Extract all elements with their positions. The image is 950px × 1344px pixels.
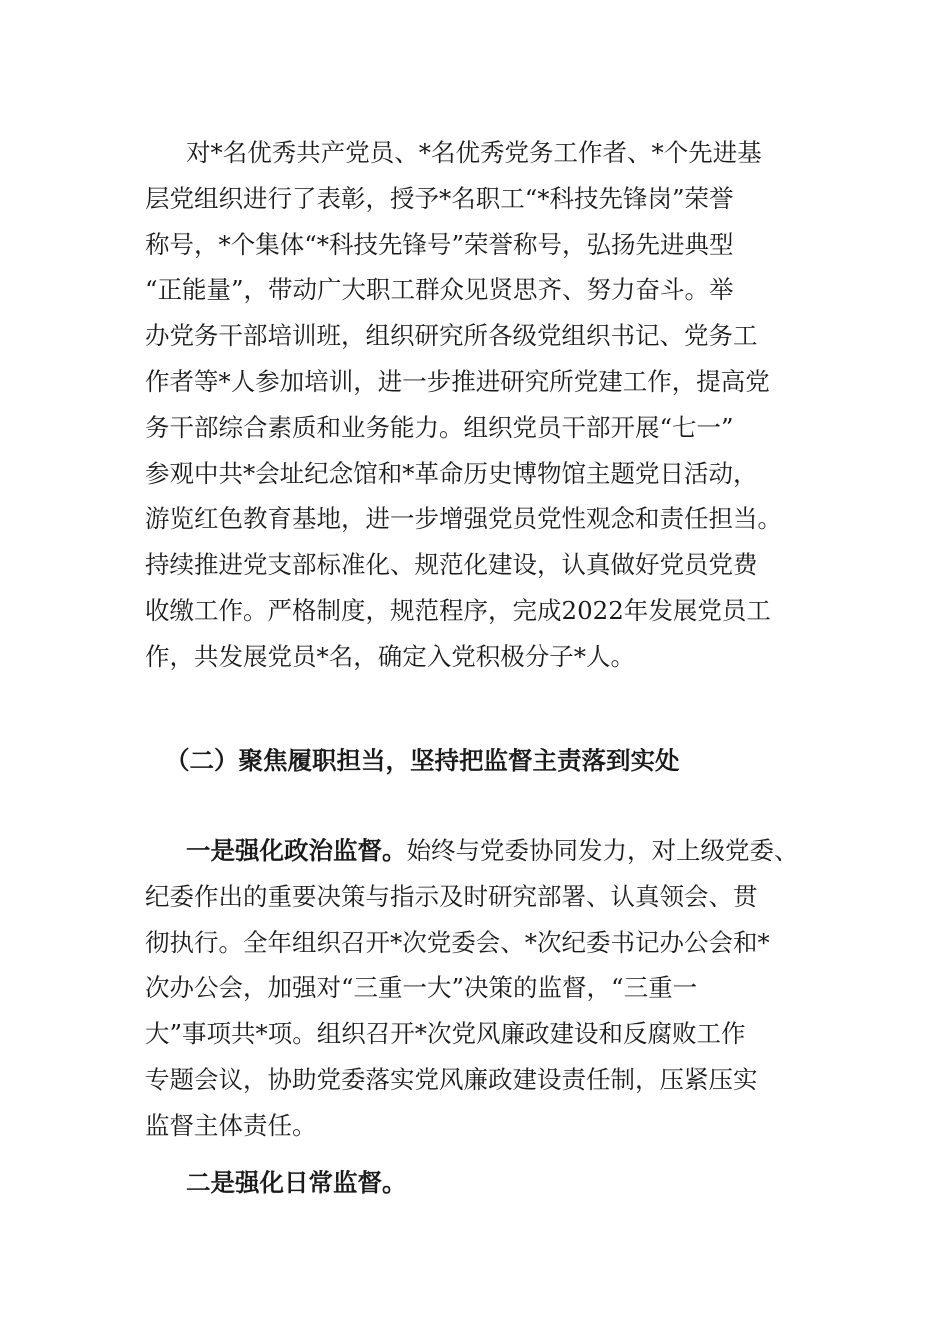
paragraph-lead-rest: 始终与党委协同发力，对上级党委、 <box>406 836 799 865</box>
text-line: 游览红色教育基地，进一步增强党员党性观念和责任担当。 <box>145 504 782 534</box>
paragraph-lead: 一是强化政治监督。 <box>186 836 407 865</box>
text-line: 参观中共*会址纪念馆和*革命历史博物馆主题党日活动， <box>145 458 758 488</box>
text-line: 作，共发展党员*名，确定入党积极分子*人。 <box>145 641 635 671</box>
text-line: 作者等*人参加培训，进一步推进研究所党建工作，提高党 <box>145 366 770 396</box>
paragraph-lead: 二是强化日常监督。 <box>186 1168 407 1197</box>
paragraph-daily-supervision <box>145 1160 815 1206</box>
text-line: 持续推进党支部标准化、规范化建设，认真做好党员党费 <box>145 550 758 580</box>
text-line: 办党务干部培训班，组织研究所各级党组织书记、党务工 <box>145 321 758 351</box>
text-line: 收缴工作。严格制度，规范程序，完成2022年发展党员工 <box>145 595 771 625</box>
text-line: 纪委作出的重要决策与指示及时研究部署、认真领会、贯 <box>145 881 758 911</box>
text-line: 专题会议，协助党委落实党风廉政建设责任制，压紧压实 <box>145 1064 758 1094</box>
text-line <box>145 1160 815 1206</box>
text-line: 对*名优秀共产党员、*名优秀党务工作者、*个先进基 <box>186 138 762 167</box>
text-line: 称号，*个集体“*科技先锋号”荣誉称号，弘扬先进典型 <box>145 229 734 259</box>
text-line: 务干部综合素质和业务能力。组织党员干部开展“七一” <box>145 412 734 442</box>
paragraph-political-supervision <box>145 828 815 1149</box>
text-line: 次办公会，加强对“三重一大”决策的监督，“三重一 <box>145 973 698 1003</box>
text-line: 监督主体责任。 <box>145 1110 317 1140</box>
text-line <box>145 828 815 874</box>
text-line: 层党组织进行了表彰，授予*名职工“*科技先锋岗”荣誉 <box>145 183 734 213</box>
section-heading <box>165 738 835 784</box>
text-line: 彻执行。全年组织召开*次党委会、*次纪委书记办公会和* <box>145 927 770 957</box>
section-heading-text: （二）聚焦履职担当，坚持把监督主责落到实处 <box>165 746 680 775</box>
text-line: 大”事项共*项。组织召开*次党风廉政建设和反腐败工作 <box>145 1019 746 1049</box>
paragraph-commendation <box>145 130 815 680</box>
text-line: “正能量”，带动广大职工群众见贤思齐、努力奋斗。举 <box>145 275 734 305</box>
